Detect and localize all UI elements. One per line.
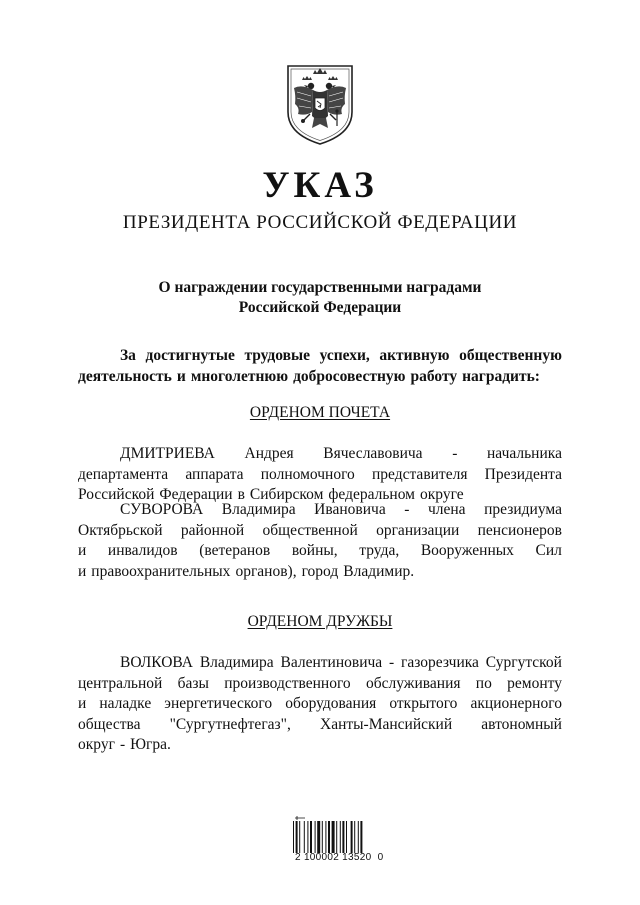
word: ремонту xyxy=(507,674,562,692)
award-title-order-of-honour: ОРДЕНОМ ПОЧЕТА xyxy=(249,404,391,421)
recipient-volkov xyxy=(78,653,562,756)
word: Андрея xyxy=(244,445,294,462)
word: Валентиновича xyxy=(280,654,383,671)
word: За xyxy=(120,347,136,364)
word: общественную xyxy=(459,347,562,364)
subject-line: О награждении государственными наградами xyxy=(158,279,482,296)
word: наградить: xyxy=(462,368,540,385)
word: Владимира xyxy=(199,654,274,671)
word: представителя xyxy=(371,465,468,483)
subject-line: Российской Федерации xyxy=(238,299,402,316)
text-line xyxy=(78,562,562,583)
word: Президента xyxy=(484,465,562,483)
word: Ханты-Мансийский xyxy=(320,715,453,733)
word: пенсионеров xyxy=(477,521,562,539)
text-line xyxy=(78,521,562,542)
word: Вячеславовича xyxy=(323,445,423,462)
word: ВОЛКОВА xyxy=(120,654,193,671)
text-line xyxy=(78,345,562,366)
text-line xyxy=(78,444,562,465)
text-line xyxy=(78,366,562,387)
word: Октябрьской xyxy=(78,521,163,539)
word: базы xyxy=(177,674,209,692)
word: - xyxy=(119,736,126,753)
word: начальника xyxy=(487,445,562,462)
recipient-suvorov xyxy=(78,500,562,582)
word: и xyxy=(78,542,87,559)
word: оборудования xyxy=(285,695,377,712)
word: Сургутской xyxy=(485,654,562,671)
text-line xyxy=(78,694,562,715)
word: открытого xyxy=(389,695,458,712)
word: СУВОРОВА xyxy=(120,501,204,518)
word: и xyxy=(78,562,87,580)
word: центральной xyxy=(78,674,163,692)
state-emblem-icon xyxy=(282,60,358,146)
text-line xyxy=(78,653,562,674)
word: трудовые xyxy=(244,347,310,364)
word: общественной xyxy=(262,521,358,539)
barcode-icon xyxy=(293,815,385,853)
word: деятельность xyxy=(78,368,172,385)
word: работу xyxy=(410,368,458,385)
word: город xyxy=(301,562,339,580)
word: многолетнюю xyxy=(190,368,289,385)
word: Югра. xyxy=(130,736,171,753)
word: и xyxy=(176,368,186,385)
word: (ветеранов xyxy=(199,542,271,559)
word: труда, xyxy=(359,542,400,559)
document-type: УКАЗ xyxy=(262,165,378,206)
word: Вооруженных xyxy=(420,542,514,559)
word: в xyxy=(237,486,245,503)
word: Владимир. xyxy=(343,562,415,580)
text-line xyxy=(78,500,562,521)
word: и xyxy=(78,695,87,712)
text-line xyxy=(78,674,562,695)
word: энергетического xyxy=(164,695,273,712)
word: наладке xyxy=(99,695,152,712)
word: президиума xyxy=(484,501,562,518)
word: по xyxy=(475,674,492,692)
word: инвалидов xyxy=(107,542,178,559)
word: округе xyxy=(420,486,464,503)
word: департамента xyxy=(78,465,169,483)
word: - xyxy=(389,654,395,671)
word: районной xyxy=(180,521,245,539)
text-line xyxy=(78,735,562,756)
barcode-number: 2 100002 13520 0 xyxy=(295,852,384,863)
word: обслуживания xyxy=(365,674,461,692)
word: производственного xyxy=(224,674,351,692)
word: ДМИТРИЕВА xyxy=(120,445,215,462)
word: округ xyxy=(78,736,115,753)
preamble xyxy=(78,345,562,387)
word: Российской xyxy=(78,486,155,503)
word: достигнутые xyxy=(145,347,235,364)
word: Сил xyxy=(535,542,562,559)
word: добросовестную xyxy=(293,368,406,385)
word: - xyxy=(404,501,410,518)
word: газорезчика xyxy=(401,654,479,671)
word: - xyxy=(452,445,458,462)
word: Федерации xyxy=(159,486,233,503)
award-title-order-of-friendship: ОРДЕНОМ ДРУЖБЫ xyxy=(247,613,393,630)
word: общества xyxy=(78,715,141,733)
word: автономный xyxy=(481,715,562,733)
text-line xyxy=(78,541,562,562)
word: Ивановича xyxy=(314,501,386,518)
word: Владимира xyxy=(221,501,296,518)
word: организации xyxy=(376,521,460,539)
word: успехи, xyxy=(319,347,370,364)
word: активную xyxy=(379,347,450,364)
text-line xyxy=(78,715,562,736)
word: члена xyxy=(427,501,466,518)
word: войны, xyxy=(291,542,338,559)
word: правоохранительных xyxy=(91,562,231,580)
word: акционерного xyxy=(470,695,562,712)
word: аппарата xyxy=(185,465,244,483)
word: полномочного xyxy=(260,465,355,483)
document-issuer: ПРЕЗИДЕНТА РОССИЙСКОЙ ФЕДЕРАЦИИ xyxy=(122,212,518,233)
word: федеральном xyxy=(328,486,415,503)
word: "Сургутнефтегаз", xyxy=(169,715,291,733)
text-line xyxy=(78,465,562,486)
recipient-dmitriev xyxy=(78,444,562,506)
word: Сибирском xyxy=(249,486,324,503)
word: органов), xyxy=(235,562,297,580)
document-subject xyxy=(0,278,640,318)
